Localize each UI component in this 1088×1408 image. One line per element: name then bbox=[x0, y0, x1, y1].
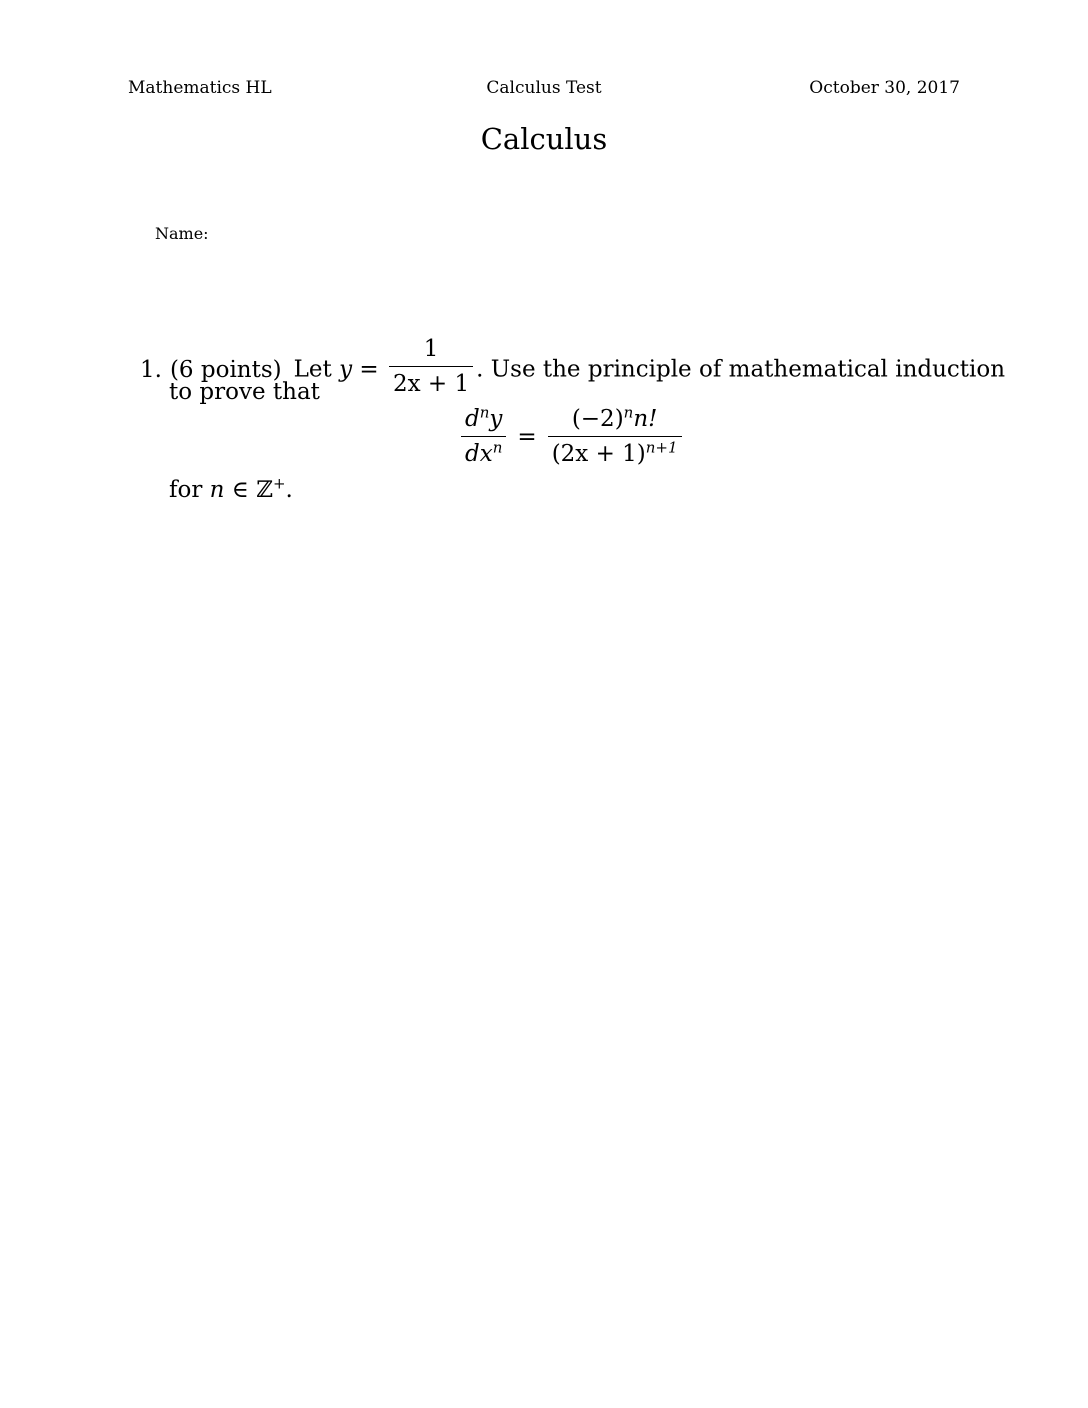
y-fraction bbox=[389, 334, 473, 399]
y-fraction-numerator: 1 bbox=[389, 334, 473, 367]
question-number: 1. bbox=[140, 356, 162, 383]
rhs-denominator: $(2x + 1)^{n+1}$ bbox=[551, 438, 678, 467]
question-text-continued: . Use the principle of mathematical induction bbox=[476, 356, 1006, 383]
name-label: Name: bbox=[155, 224, 209, 243]
header-date: October 30, 2017 bbox=[809, 78, 960, 98]
y-fraction-denominator: 2x + 1 bbox=[393, 371, 470, 397]
question-1-line-4 bbox=[169, 476, 293, 504]
display-equals-sign: = bbox=[517, 423, 537, 450]
y-variable: y bbox=[339, 356, 353, 383]
for-text: for bbox=[169, 477, 203, 503]
rhs-numerator: $(-2)^nn$! bbox=[548, 404, 682, 437]
header-test-name: Calculus Test bbox=[486, 78, 602, 98]
page-title: Calculus bbox=[480, 122, 608, 156]
integers-set: ∈ ℤ bbox=[224, 477, 273, 503]
n-variable: n bbox=[209, 477, 225, 503]
positive-superscript: + bbox=[272, 474, 286, 493]
header-course: Mathematics HL bbox=[128, 78, 272, 98]
lhs-denominator: $dx^n$ bbox=[465, 438, 503, 467]
question-points: (6 points) bbox=[169, 356, 282, 383]
period: . bbox=[285, 477, 293, 503]
equals-sign: = bbox=[359, 356, 379, 383]
question-1-line-2: to prove that bbox=[169, 379, 320, 405]
let-text: Let bbox=[293, 356, 332, 383]
rhs-fraction bbox=[548, 404, 682, 469]
lhs-numerator: $d^ny$ bbox=[461, 404, 506, 437]
lhs-fraction bbox=[461, 404, 506, 469]
derivative-equation bbox=[458, 404, 685, 469]
